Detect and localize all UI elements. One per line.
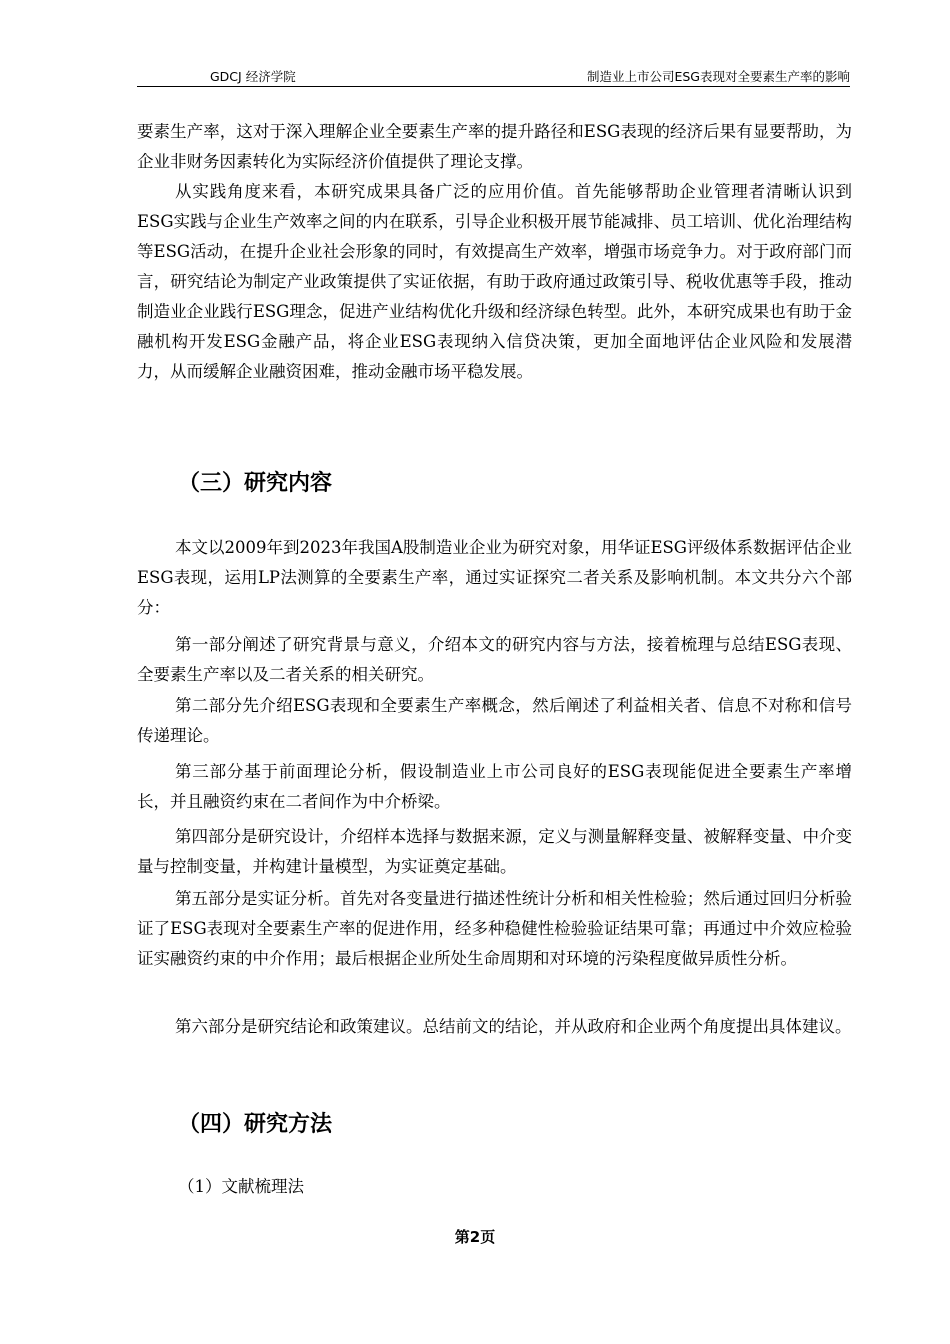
header-paper-title: 制造业上市公司ESG表现对全要素生产率的影响	[586, 69, 850, 84]
paragraph-part-three: 第三部分基于前面理论分析，假设制造业上市公司良好的ESG表现能促进全要素生产率增长，并且融资约束在二者间作为中介桥梁。	[137, 762, 852, 811]
subsection-heading-literature-review: （1）文献梳理法	[178, 1177, 304, 1196]
paragraph-theory-value: 要素生产率，这对于深入理解企业全要素生产率的提升路径和ESG表现的经济后果有显要帮助，为企业非财务因素转化为实际经济价值提供了理论支撑。	[137, 122, 852, 171]
section-heading-research-content: （三）研究内容	[178, 471, 333, 496]
paragraph-practice-value: 从实践角度来看，本研究成果具备广泛的应用价值。首先能够帮助企业管理者清晰认识到ESG实践与企业生产效率之间的内在联系，引导企业积极开展节能减排、员工培训、优化治理结构等ESG活动，在提升企业社会形象的同时，有效提高生产效率，增强市场竞争力。对于政府部门而言，研究结论为制定产业政策提供了实证依据，有助于政府通过政策引导、税收优惠等手段，推动制造业企业践行ESG理念，促进产业结构优化升级和经济绿色转型。此外，本研究成果也有助于金融机构开发ESG金融产品，将企业ESG表现纳入信贷决策，更加全面地评估企业风险和发展潜力，从而缓解企业融资困难，推动金融市场平稳发展。	[137, 182, 852, 381]
section-heading-research-methods: （四）研究方法	[178, 1112, 333, 1137]
paragraph-part-one: 第一部分阐述了研究背景与意义，介绍本文的研究内容与方法，接着梳理与总结ESG表现、全要素生产率以及二者关系的相关研究。	[137, 635, 852, 684]
page-number: 第2页	[454, 1228, 496, 1246]
page-header	[137, 62, 850, 87]
paragraph-part-two: 第二部分先介绍ESG表现和全要素生产率概念，然后阐述了利益相关者、信息不对称和信号传递理论。	[137, 696, 852, 745]
paragraph-research-overview: 本文以2009年到2023年我国A股制造业企业为研究对象，用华证ESG评级体系数据评估企业ESG表现，运用LP法测算的全要素生产率，通过实证探究二者关系及影响机制。本文共分六个部分：	[137, 538, 852, 617]
header-institution: GDCJ 经济学院	[210, 69, 296, 84]
paragraph-part-four: 第四部分是研究设计，介绍样本选择与数据来源，定义与测量解释变量、被解释变量、中介变量与控制变量，并构建计量模型，为实证奠定基础。	[137, 827, 852, 876]
paragraph-part-five: 第五部分是实证分析。首先对各变量进行描述性统计分析和相关性检验；然后通过回归分析验证了ESG表现对全要素生产率的促进作用，经多种稳健性检验验证结果可靠；再通过中介效应检验证实融资约束的中介作用；最后根据企业所处生命周期和对环境的污染程度做异质性分析。	[137, 889, 852, 968]
paragraph-part-six: 第六部分是研究结论和政策建议。总结前文的结论，并从政府和企业两个角度提出具体建议。	[175, 1017, 852, 1036]
